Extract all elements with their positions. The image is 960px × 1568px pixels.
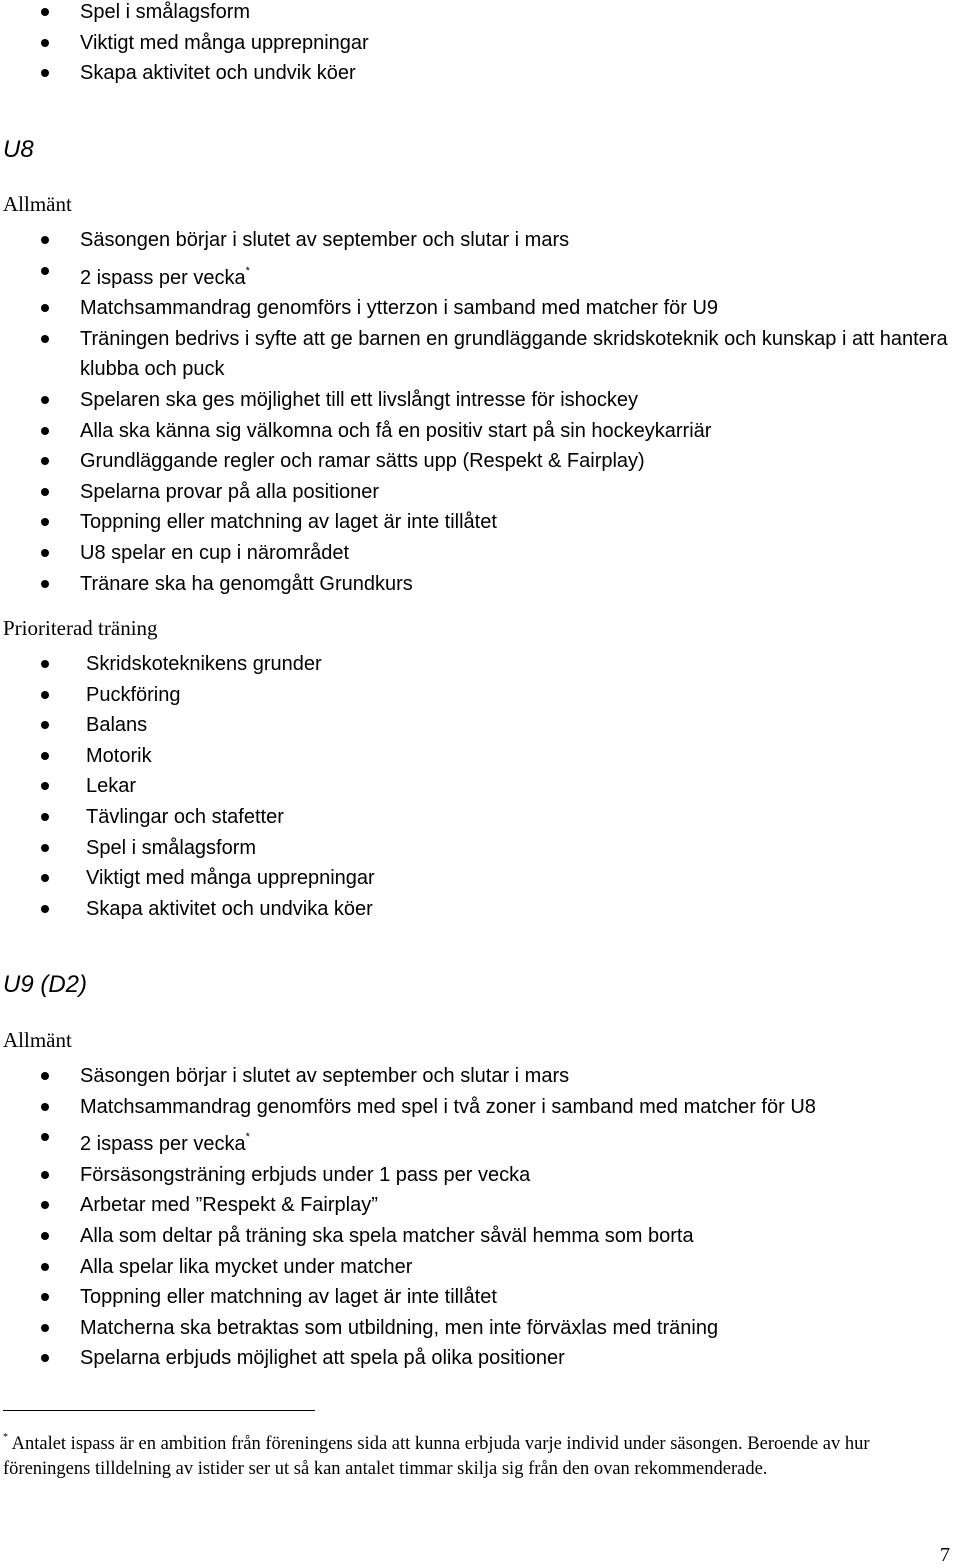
list-item: Tävlingar och stafetter xyxy=(0,802,960,833)
top-bullet-list xyxy=(0,0,960,89)
list-item: Spel i smålagsform xyxy=(0,0,960,28)
bullet-icon xyxy=(41,813,49,821)
bullet-icon xyxy=(41,236,49,244)
section-title-u9: U9 (D2) xyxy=(3,971,88,998)
bullet-icon xyxy=(41,1354,49,1362)
u8-allmant-list xyxy=(0,225,960,599)
bullet-icon xyxy=(41,396,49,404)
footnote-separator xyxy=(3,1410,315,1411)
bullet-icon xyxy=(41,844,49,852)
section-title-u8: U8 xyxy=(3,136,34,163)
bullet-icon xyxy=(41,580,49,588)
bullet-icon xyxy=(41,1103,49,1111)
footnote-marker: * xyxy=(245,264,250,277)
bullet-icon xyxy=(41,905,49,913)
list-item: Balans xyxy=(0,710,960,741)
bullet-icon xyxy=(41,874,49,882)
list-item: U8 spelar en cup i närområdet xyxy=(0,538,960,569)
list-item: Arbetar med ”Respekt & Fairplay” xyxy=(0,1190,960,1221)
list-item: Säsongen börjar i slutet av september och slutar i mars xyxy=(0,1061,960,1092)
bullet-icon xyxy=(41,1324,49,1332)
bullet-icon xyxy=(41,518,49,526)
list-item: Toppning eller matchning av laget är inte tillåtet xyxy=(0,1282,960,1313)
bullet-icon xyxy=(41,457,49,465)
list-item: Spelarna provar på alla positioner xyxy=(0,477,960,508)
list-item: Säsongen börjar i slutet av september och slutar i mars xyxy=(0,225,960,256)
footnote-marker: * xyxy=(3,1432,8,1443)
subheading-prioriterad-traning: Prioriterad träning xyxy=(3,616,158,640)
list-item: Motorik xyxy=(0,741,960,772)
list-item: Spelarna erbjuds möjlighet att spela på olika positioner xyxy=(0,1343,960,1374)
list-item: Skapa aktivitet och undvika köer xyxy=(0,894,960,925)
list-item: Matchsammandrag genomförs i ytterzon i samband med matcher för U9 xyxy=(0,293,960,324)
bullet-icon xyxy=(41,752,49,760)
list-item: 2 ispass per vecka* xyxy=(0,256,960,294)
bullet-icon xyxy=(41,691,49,699)
bullet-icon xyxy=(41,39,49,47)
bullet-icon xyxy=(41,1072,49,1080)
list-item: 2 ispass per vecka* xyxy=(0,1122,960,1160)
u8-prioriterad-list xyxy=(0,649,960,924)
list-item: Puckföring xyxy=(0,680,960,711)
list-item: Tränare ska ha genomgått Grundkurs xyxy=(0,569,960,600)
bullet-icon xyxy=(41,1133,49,1141)
subheading-allmant-u9: Allmänt xyxy=(3,1028,72,1052)
footnote-text: Antalet ispass är en ambition från föreningens sida att kunna erbjuda varje individ under säsongen. Beroende av hur föreningens tilldelning av istider ser ut så kan antalet timmar skilja sig från den ovan rekommenderade. xyxy=(3,1434,870,1479)
list-item: Spelaren ska ges möjlighet till ett livslångt intresse för ishockey xyxy=(0,385,960,416)
list-item: Toppning eller matchning av laget är inte tillåtet xyxy=(0,507,960,538)
list-item: Lekar xyxy=(0,771,960,802)
bullet-icon xyxy=(41,549,49,557)
bullet-icon xyxy=(41,1171,49,1179)
bullet-icon xyxy=(41,782,49,790)
bullet-icon xyxy=(41,335,49,343)
list-item: Alla spelar lika mycket under matcher xyxy=(0,1252,960,1283)
bullet-icon xyxy=(41,69,49,77)
subheading-allmant-u8: Allmänt xyxy=(3,192,72,216)
list-item: Träningen bedrivs i syfte att ge barnen en grundläggande skridskoteknik och kunskap i att hantera klubba och puck xyxy=(0,324,960,385)
footnote xyxy=(3,1426,933,1481)
list-item: Skridskoteknikens grunder xyxy=(0,649,960,680)
bullet-icon xyxy=(41,1293,49,1301)
bullet-icon xyxy=(41,8,49,16)
list-item: Spel i smålagsform xyxy=(0,833,960,864)
list-item: Grundläggande regler och ramar sätts upp (Respekt & Fairplay) xyxy=(0,446,960,477)
list-item: Matcherna ska betraktas som utbildning, men inte förväxlas med träning xyxy=(0,1313,960,1344)
list-item: Försäsongsträning erbjuds under 1 pass per vecka xyxy=(0,1160,960,1191)
footnote-marker: * xyxy=(245,1131,250,1144)
list-item: Viktigt med många upprepningar xyxy=(0,28,960,59)
bullet-icon xyxy=(41,721,49,729)
bullet-icon xyxy=(41,660,49,668)
bullet-icon xyxy=(41,1263,49,1271)
bullet-icon xyxy=(41,488,49,496)
page-number: 7 xyxy=(940,1544,950,1566)
bullet-icon xyxy=(41,267,49,275)
list-item: Skapa aktivitet och undvik köer xyxy=(0,58,960,89)
list-item: Alla som deltar på träning ska spela matcher såväl hemma som borta xyxy=(0,1221,960,1252)
list-item: Viktigt med många upprepningar xyxy=(0,863,960,894)
bullet-icon xyxy=(41,1232,49,1240)
u9-allmant-list xyxy=(0,1061,960,1374)
list-item: Matchsammandrag genomförs med spel i två zoner i samband med matcher för U8 xyxy=(0,1092,960,1123)
list-item: Alla ska känna sig välkomna och få en positiv start på sin hockeykarriär xyxy=(0,416,960,447)
bullet-icon xyxy=(41,1201,49,1209)
bullet-icon xyxy=(41,304,49,312)
bullet-icon xyxy=(41,427,49,435)
